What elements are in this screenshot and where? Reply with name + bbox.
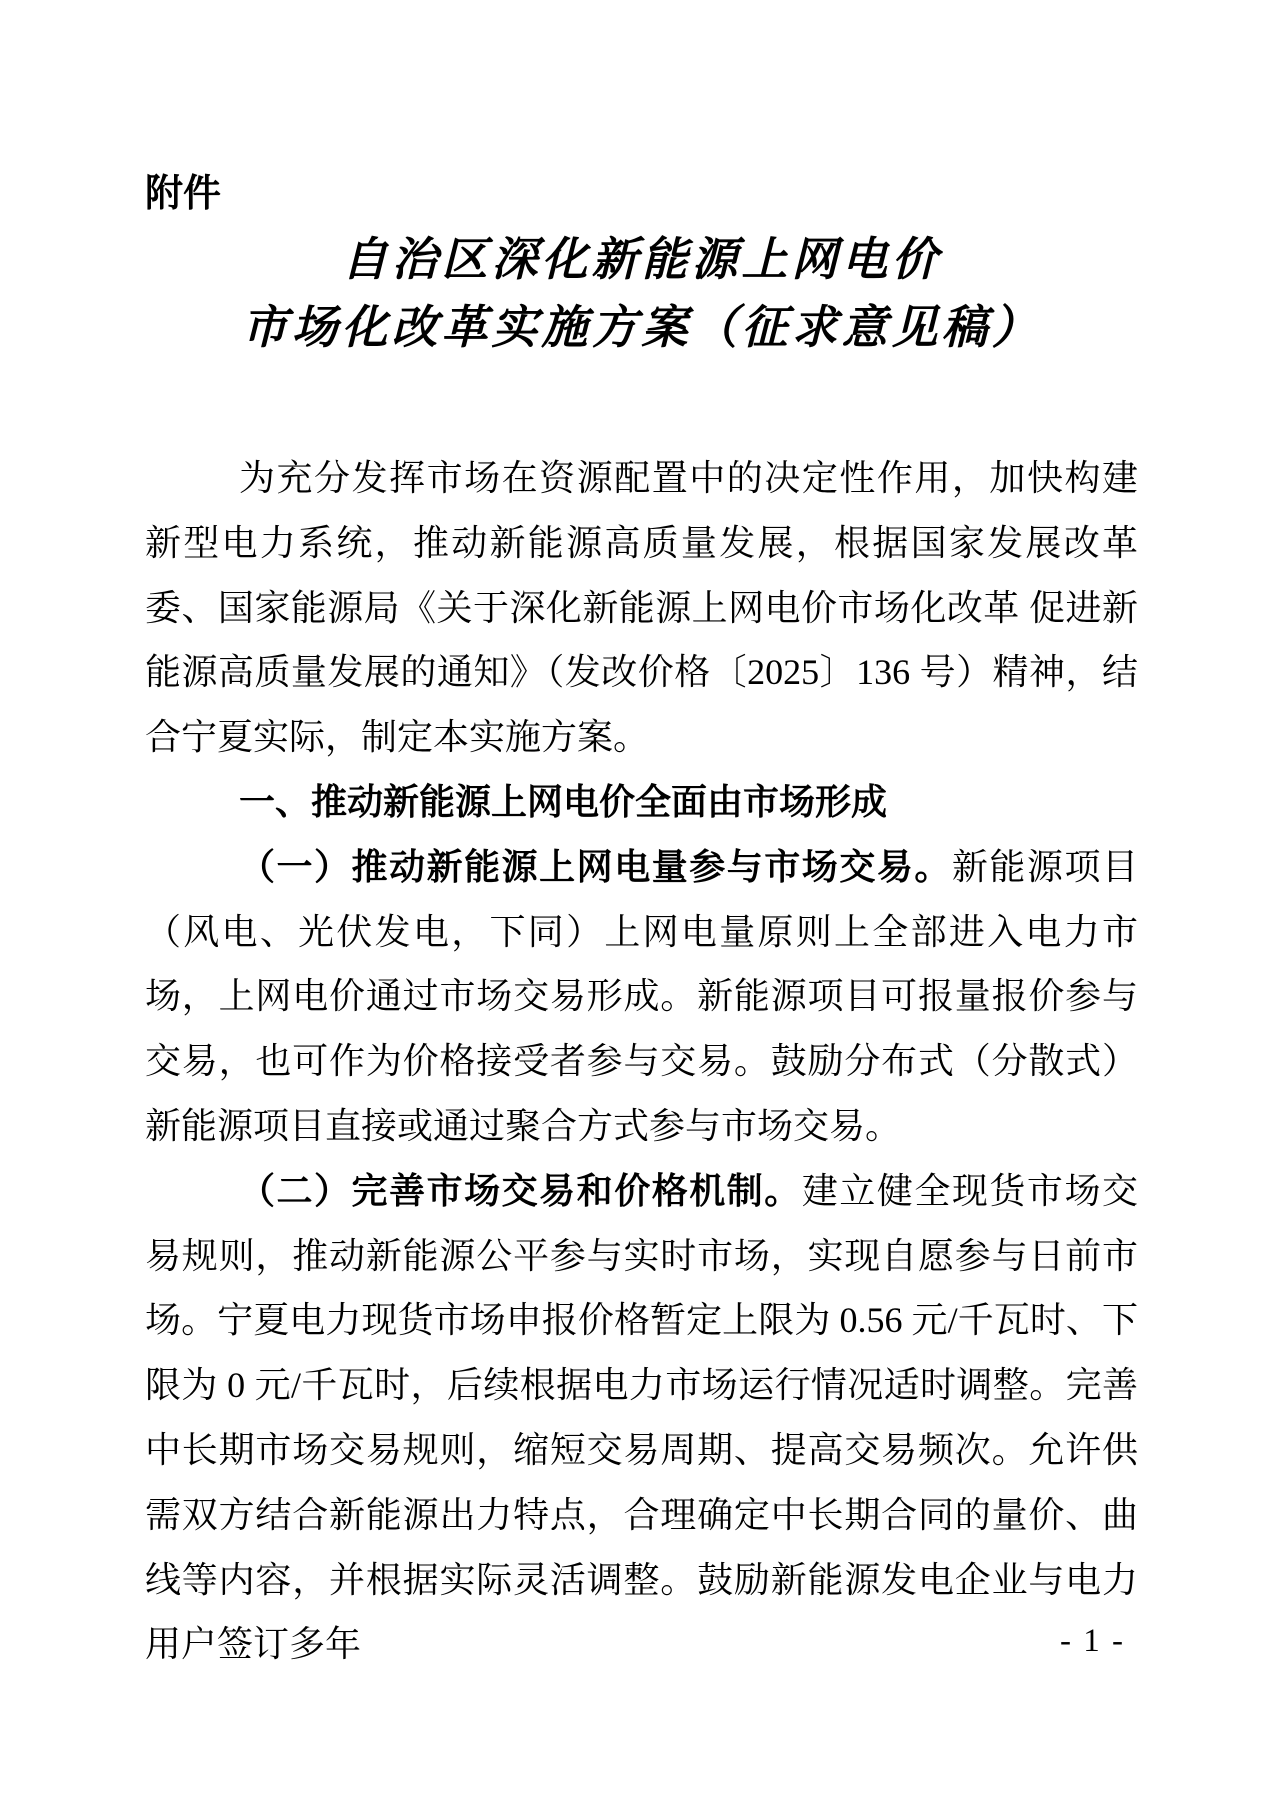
page-number: - 1 - bbox=[1060, 1623, 1125, 1659]
policy-item-1-lead: （一）推动新能源上网电量参与市场交易。 bbox=[239, 846, 952, 887]
policy-item-2 bbox=[145, 1159, 1138, 1677]
document-body bbox=[145, 446, 1138, 1677]
intro-paragraph: 为充分发挥市场在资源配置中的决定性作用，加快构建新型电力系统，推动新能源高质量发展，根据国家发展改革委、国家能源局《关于深化新能源上网电价市场化改革 促进新能源高质量发展的通知》（发改价格〔2025〕136 号）精神，结合宁夏实际，制定本实施方案。 bbox=[145, 458, 1138, 758]
policy-item-1 bbox=[145, 835, 1138, 1159]
document-title bbox=[145, 226, 1138, 362]
section-1-heading: 一、推动新能源上网电价全面由市场形成 bbox=[239, 780, 888, 822]
document-title-line-2: 市场化改革实施方案（征求意见稿） bbox=[241, 302, 1042, 353]
policy-item-2-lead: （二）完善市场交易和价格机制。 bbox=[239, 1170, 802, 1211]
policy-item-1-body: 新能源项目（风电、光伏发电，下同）上网电量原则上全部进入电力市场，上网电价通过市场交易形成。新能源项目可报量报价参与交易，也可作为价格接受者参与交易。鼓励分布式（分散式）新能源项目直接或通过聚合方式参与市场交易。 bbox=[145, 846, 1138, 1146]
attachment-label: 附件 bbox=[145, 173, 222, 215]
document-title-line-1: 自治区深化新能源上网电价 bbox=[341, 234, 942, 285]
policy-item-2-body: 建立健全现货市场交易规则，推动新能源公平参与实时市场，实现自愿参与日前市场。宁夏电力现货市场申报价格暂定上限为 0.56 元/千瓦时、下限为 0 元/千瓦时，后续根据电力市场运行情况适时调整。完善中长期市场交易规则，缩短交易周期、提高交易频次。允许供需双方结合新能源出力特点，合理确定中长期合同的量价、曲线等内容，并根据实际灵活调整。鼓励新能源发电企业与电力用户签订多年 bbox=[145, 1170, 1138, 1665]
